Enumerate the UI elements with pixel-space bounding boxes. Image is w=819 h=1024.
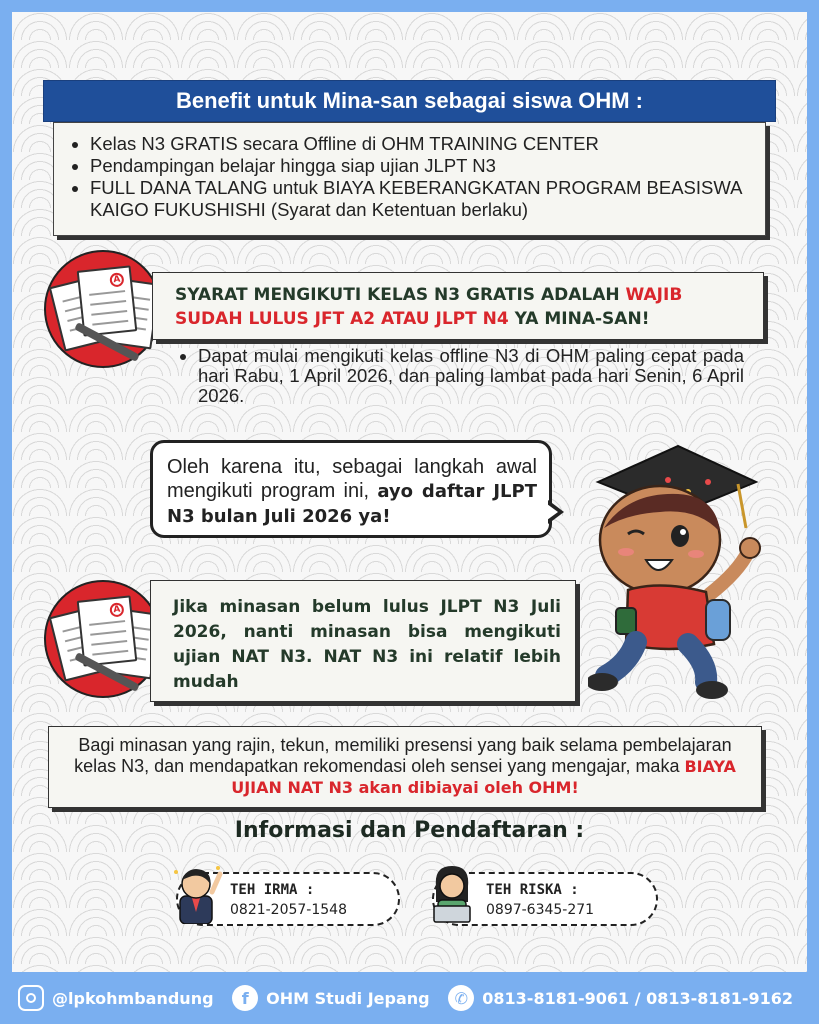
- contact-name: TEH IRMA :: [230, 882, 315, 898]
- bubble-text: Oleh karena itu, sebagai langkah awal mengikuti program ini,: [167, 456, 537, 502]
- footer-bar: [0, 972, 819, 1024]
- facebook-icon: f: [232, 985, 258, 1011]
- syarat-text-end: YA MINA-SAN!: [508, 309, 650, 329]
- whatsapp-link[interactable]: [448, 985, 793, 1011]
- facebook-name: OHM Studi Jepang: [266, 988, 430, 1008]
- nat-info-box: Jika minasan belum lulus JLPT N3 Juli 2026, nanti minasan bisa mengikuti ujian NAT N3. NAT N3 ini relatif lebih mudah: [150, 580, 576, 702]
- bubble-tail-inner: [547, 504, 558, 520]
- instagram-handle: @lpkohmbandung: [52, 988, 214, 1008]
- contact-phone[interactable]: 0897-6345-271: [486, 902, 595, 918]
- benefit-item: • FULL DANA TALANG untuk BIAYA KEBERANGKATAN PROGRAM BEASISWA KAIGO FUKUSHISHI (Syarat dan Ketentuan berlaku): [90, 177, 743, 221]
- bubble-bold-text: ayo daftar JLPT N3 bulan Juli 2026 ya!: [167, 481, 537, 527]
- syarat-text: SYARAT MENGIKUTI KELAS N3 GRATIS ADALAH: [175, 285, 626, 305]
- instagram-icon: [18, 985, 44, 1011]
- graduate-mascot-illustration: [588, 432, 768, 702]
- whatsapp-numbers: 0813-8181-9061 / 0813-8181-9162: [482, 988, 793, 1008]
- whatsapp-icon: ✆: [448, 985, 474, 1011]
- scholarship-highlight: BIAYA UJIAN NAT N3 akan dibiayai oleh OHM!: [231, 757, 736, 797]
- scholarship-info-box: [48, 726, 762, 808]
- speech-bubble: [150, 440, 552, 538]
- document-icon: A: [44, 580, 162, 698]
- benefit-title: Benefit untuk Mina-san sebagai siswa OHM :: [43, 80, 776, 122]
- benefit-list: [90, 133, 743, 221]
- benefit-item: • Kelas N3 GRATIS secara Offline di OHM TRAINING CENTER: [90, 133, 743, 155]
- info-title: Informasi dan Pendaftaran :: [234, 818, 585, 843]
- avatar-man-icon: [168, 862, 224, 924]
- document-icon: A: [44, 250, 162, 368]
- benefit-list-box: [53, 122, 766, 236]
- syarat-box: [152, 272, 764, 340]
- contact-name: TEH RISKA :: [486, 882, 579, 898]
- syarat-detail-item: • Dapat mulai mengikuti kelas offline N3 di OHM paling cepat pada hari Rabu, 1 April 2026, dan paling lambat pada hari Senin, 6 April 2026.: [198, 346, 744, 406]
- benefit-item: • Pendampingan belajar hingga siap ujian JLPT N3: [90, 155, 743, 177]
- scholarship-text: Bagi minasan yang rajin, tekun, memiliki presensi yang baik selama pembelajaran kelas N3, dan mendapatkan rekomendasi oleh sensei yang mengajar, maka: [74, 735, 732, 776]
- contact-phone[interactable]: 0821-2057-1548: [230, 902, 347, 918]
- avatar-woman-icon: [424, 862, 480, 924]
- syarat-detail-list: [180, 346, 744, 406]
- instagram-link[interactable]: [18, 985, 214, 1011]
- syarat-highlight: WAJIB SUDAH LULUS JFT A2 ATAU JLPT N4: [175, 285, 683, 329]
- facebook-link[interactable]: [232, 985, 429, 1011]
